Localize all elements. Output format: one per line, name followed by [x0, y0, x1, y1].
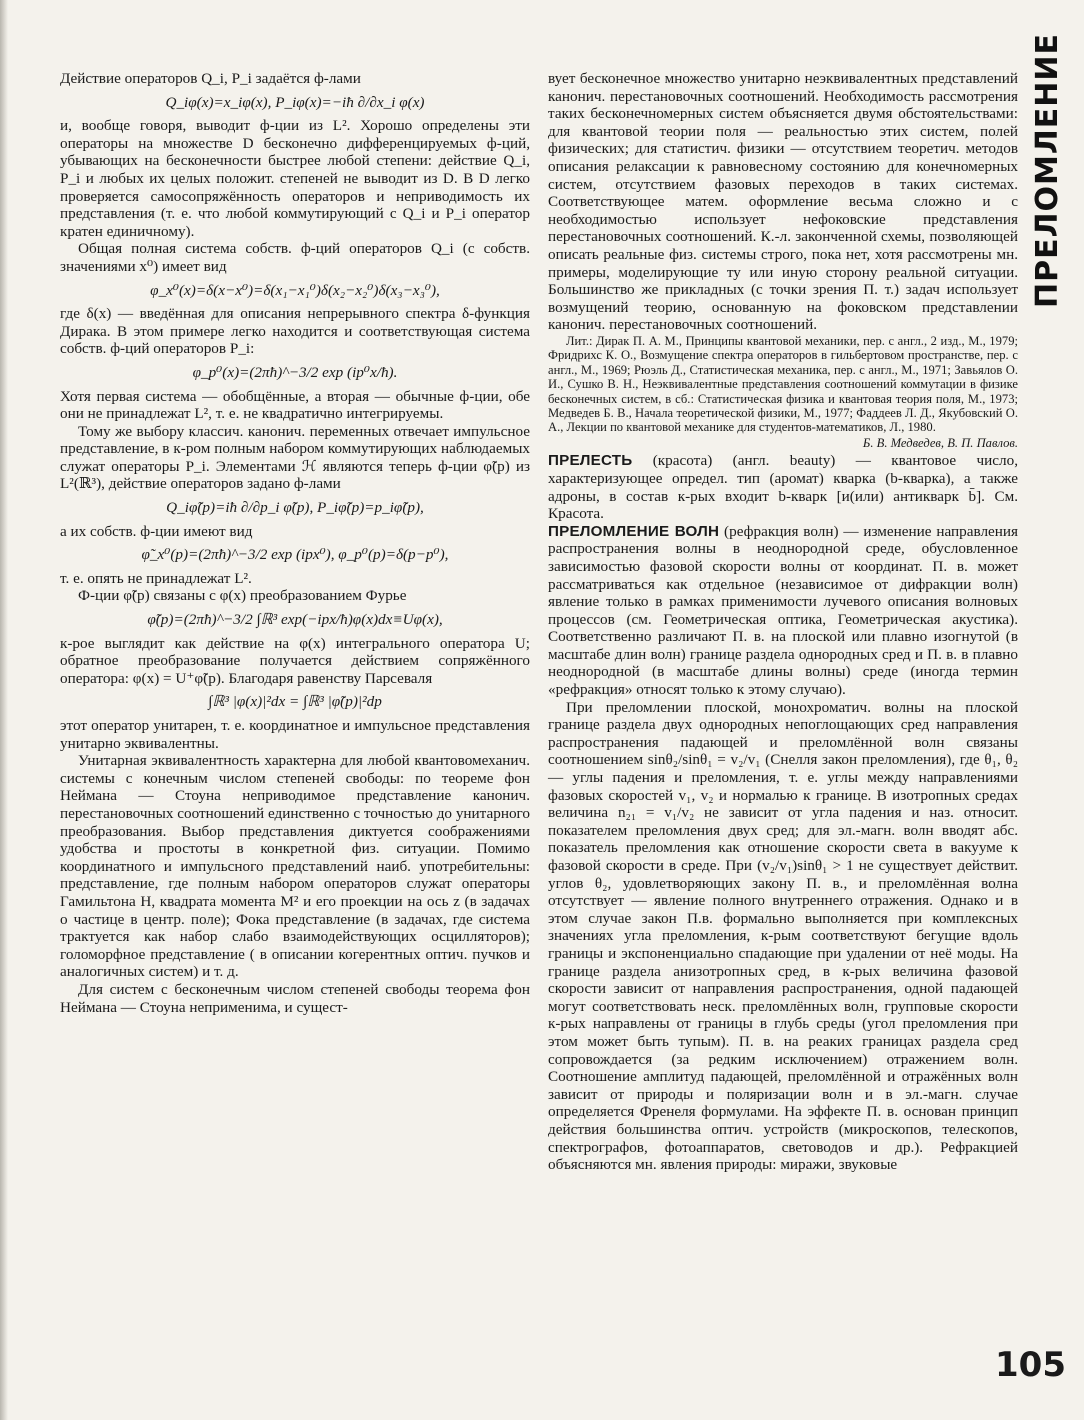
paragraph: Унитарная эквивалентность характерна для любой квантовомеханич. системы с конечным числом степеней свободы: по теореме фон Неймана — Стоуна неприводимое представление канонич. перестановочных соотношений единственно с точностью до унитарного преобразования. Выбор представления диктуется соображениями удобства и простоты в конкретной физ. ситуации. Помимо координатного и импульсного представлений наиб. употребительны: представление, где полным набором операторов служат операторы Гамильтона H, квадрата момента M² и его проекции на ось z (в задачах о частице в центр. поле); Фока представление (в задачах, где система трактуется как набор слабо взаимодействующих осцилляторов); голоморфное представление ( в описании когерентных оптич. пучков и аналогичных систем) и т. д. [60, 752, 530, 981]
formula: φ_p⁰(x)=(2πħ)^−3/2 exp (ip⁰x/ħ). [192, 363, 398, 381]
paragraph: Действие операторов Q_i, P_i задаётся ф-лами [60, 70, 361, 87]
formula: Q_iφ(x)=x_iφ(x), P_iφ(x)=−iħ ∂/∂x_i φ(x) [165, 93, 425, 111]
paragraph: а их собств. ф-ции имеют вид [60, 522, 253, 540]
paragraph: Общая полная система собств. ф-ций операторов Q_i (с собств. значениями x⁰) имеет вид [60, 240, 530, 275]
paragraph: Ф-ции φ̃(p) связаны с φ(x) преобразованием Фурье [78, 587, 407, 605]
paragraph: где δ(x) — введённая для описания непрерывного спектра δ-функция Дирака. В этом примере легко находится и соответствующая система собств. ф-ций операторов P_i: [60, 305, 530, 358]
paragraph: к-рое выглядит как действие на φ(x) интегрального оператора U; обратное преобразование получается действием сопряжённого оператора: φ(x) = U⁺φ̃(p). Благодаря равенству Парсеваля [60, 634, 530, 687]
entry-prelomlenie-voln [548, 523, 1018, 699]
formula: ∫ℝ³ |φ(x)|²dx = ∫ℝ³ |φ̃(p)|²dp [208, 693, 382, 711]
right-column [548, 70, 1018, 1174]
page-number: 105 [995, 1345, 1066, 1385]
running-head-text: ПРЕЛОМЛЕНИЕ [1029, 32, 1065, 308]
formula: φ_x⁰(x)=δ(x−x⁰)=δ(x₁−x₁⁰)δ(x₂−x₂⁰)δ(x₃−x₃⁰), [150, 281, 440, 299]
paragraph: Тому же выбору классич. канонич. переменных отвечает импульсное представление, в к-ром полным набором коммутирующих наблюдаемых служат операторы P_i. Элементами ℋ являются теперь ф-ции φ̃(p) из L²(ℝ³), действие операторов задано ф-лами [60, 422, 530, 493]
paragraph: т. е. опять не принадлежат L². [60, 569, 252, 587]
literature-references: Лит.: Дирак П. А. М., Принципы квантовой механики, пер. с англ., 2 изд., М., 1979; Фридрихс К. О., Возмущение спектра операторов в гильбертовом пространстве, пер. с англ., М., 1969; Рюэль Д., Статистическая механика, пер. с англ., М., 1971; Завьялов О. И., Сушко В. Н., Неэквивалентные представления соотношений коммутации в физике бесконечных систем, в сб.: Статистическая физика и квантовая теория поля, М., 1973; Медведев Б. В., Начала теоретической физики, М., 1977; Фаддеев Л. Д., Якубовский О. А., Лекции по квантовой механике для студентов-математиков, Л., 1980. [548, 333, 1018, 435]
paragraph: При преломлении плоской, монохроматич. волны на плоской границе раздела двух однородных непоглощающих сред направления распространения падающей и преломлённой волн связаны соотношением sinθ₂/sinθ₁ = v₂/v₁ (Снелля закон преломления), где θ₁, θ₂ — углы падения и преломления, т. е. углы между направлениями фазовых скоростей v₁, v₂ и нормалью к границе. В изотропных средах величина n₂₁ = v₁/v₂ не зависит от угла падения и наз. относит. показателем преломления двух сред; для эл.-магн. волн вводят абс. показатель преломления как отношение скорости света в вакууме к фазовой скорости в среде. При (v₂/v₁)sinθ₁ > 1 не существует действит. углов θ₂, удовлетворяющих закону П. в., и преломлённая волна отсутствует — явление полного внутреннего отражения. Однако и в этом случае закон П.в. формально выполняется при комплексных значениях угла преломления, к-рым соответствуют бегущие вдоль границы и экспоненциально спадающие при удалении от неё моды. На границе раздела анизотропных сред, в к-рых величина фазовой скорости зависит от направления распространения, одной падающей могут соответствовать неск. преломлённых волн, групповые скорости к-рых направлены от границы в глубь среды (угол преломления при этом может быть тупым). П. в. на реаких границах раздела сред сопровождается (за редким исключением) отражением волн. Соотношение амплитуд падающей, преломлённой и отражённых волн зависит от природы и поляризации волн и в эл.-магн. случае определяется Френеля формулами. На эффекте П. в. основан принцип действия большинства оптич. устройств (микроскопов, телескопов, спектрографов, фотоаппаратов, световодов и др.). Рефракцией объясняются мн. явления природы: миражи, звуковые [548, 698, 1018, 1174]
article-authors: Б. В. Медведев, В. П. Павлов. [862, 435, 1018, 450]
paragraph: и, вообще говоря, выводит ф-ции из L². Хорошо определены эти операторы на множестве D бесконечно дифференцируемых ф-ций, убывающих на бесконечности быстрее любой степени: действие Q_i, P_i и любых их целых положит. степеней не выводит из D. В D легко проверяется самосопряжённость операторов и неприводимость их представления (т. е. что любой коммутирующий с Q_i и P_i оператор кратен единичному). [60, 117, 530, 240]
formula: Q_iφ̃(p)=iħ ∂/∂p_i φ̃(p), P_iφ̃(p)=p_iφ̃(p), [166, 499, 424, 517]
paragraph: этот оператор унитарен, т. е. координатное и импульсное представления унитарно эквивалентны. [60, 717, 530, 752]
page-binding-shadow [0, 0, 8, 1420]
formula: φ̃_x⁰(p)=(2πħ)^−3/2 exp (ipx⁰), φ_p⁰(p)=δ(p−p⁰), [141, 546, 449, 564]
entry-body: (красота) (англ. beauty) — квантовое число, характеризующее определ. тип (аромат) кварка (b-кварка), а также адроны, в состав к-рых входит b-кварк [и(или) антикварк b̄]. См. Красота. [548, 452, 1018, 523]
left-column [60, 70, 530, 1016]
running-head [1024, 32, 1070, 308]
entry-body: (рефракция волн) — изменение направления распространения волны в неоднородной среде, обусловленное зависимостью фазовой скорости волны от координат. П. в. может рассматриваться как отдельное (независимое от дифракции волн) явление только в рамках применимости лучевого описания волновых процессов (см. Геометрическая оптика, Геометрическая акустика). Соответственно различают П. в. на плоской или плавно изогнутой (в масштабе длин волн) границе раздела однородных сред и П. в. в плавно неоднородной (в масштабе длины волны) среде (иногда термин «рефракция» относят только к этому случаю). [548, 522, 1019, 699]
entry-term: ПРЕЛОМЛЕНИЕ ВОЛН [548, 522, 720, 540]
formula: φ̃(p)=(2πħ)^−3/2 ∫ℝ³ exp(−ipx/ħ)φ(x)dx≡Uφ(x), [147, 611, 443, 629]
entry-term: ПРЕЛЕСТЬ [548, 452, 633, 470]
paragraph: Хотя первая система — обобщённые, а вторая — обычные ф-ции, обе они не принадлежат L², т. е. не квадратично интегрируемы. [60, 387, 530, 423]
paragraph: вует бесконечное множество унитарно неэквивалентных представлений канонич. перестановочных соотношений. Необходимость рассмотрения таких бесконечномерных систем объясняется двумя обстоятельствами: для квантовой теории поля — реальностью этих систем, полей физических; для статистич. физики — отсутствием теоретич. методов описания релаксации к равновесному состоянию для конечномерных систем, отсутствием фазовых переходов в таких системах. Соответствующее матем. оформление весьма сложно и с необходимостью использует нефоковские представления перестановочных соотношений. К.-л. законченной схемы, позволяющей описать реальные физ. системы строго, пока нет, хотя рассмотрены мн. примеры, моделирующие ту или иную сторону реальной ситуации. Большинство же прикладных (с точки зрения П. т.) задач использует возмущений теорию, основанную на фоковском представлении канонич. перестановочных соотношений. [548, 70, 1018, 334]
paragraph: Для систем с бесконечным числом степеней свободы теорема фон Неймана — Стоуна неприменима, и сущест- [60, 980, 530, 1016]
entry-prelest [548, 452, 1018, 522]
